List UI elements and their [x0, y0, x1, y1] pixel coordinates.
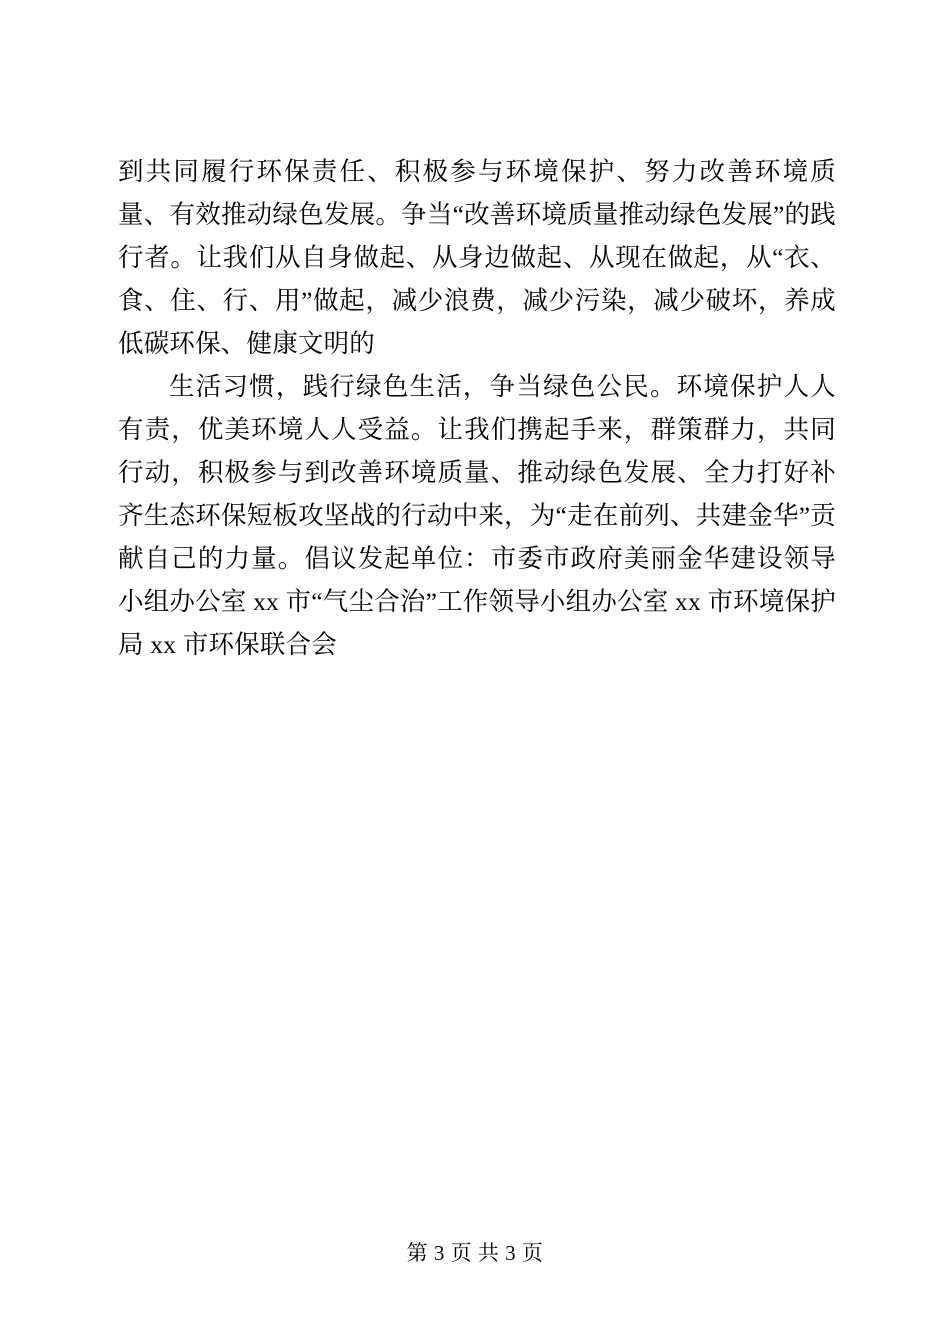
page-footer: 第 3 页 共 3 页 — [406, 1241, 544, 1265]
paragraph: 到共同履行环保责任、积极参与环境保护、努力改善环境质量、有效推动绿色发展。争当“改善环境质量推动绿色发展”的践行者。让我们从自身做起、从身边做起、从现在做起，从“衣、食、住、行、用”做起，减少浪费，减少污染，减少破坏，养成低碳环保、健康文明的 — [118, 157, 836, 358]
document-body — [118, 150, 836, 666]
paragraph: 生活习惯，践行绿色生活，争当绿色公民。环境保护人人有责，优美环境人人受益。让我们携起手来，群策群力，共同行动，积极参与到改善环境质量、推动绿色发展、全力打好补齐生态环保短板攻坚战的行动中来，为“走在前列、共建金华”贡献自己的力量。倡议发起单位：市委市政府美丽金华建设领导小组办公室 xx 市“气尘合治”工作领导小组办公室 xx 市环境保护局 xx 市环保联合会 — [118, 372, 836, 659]
